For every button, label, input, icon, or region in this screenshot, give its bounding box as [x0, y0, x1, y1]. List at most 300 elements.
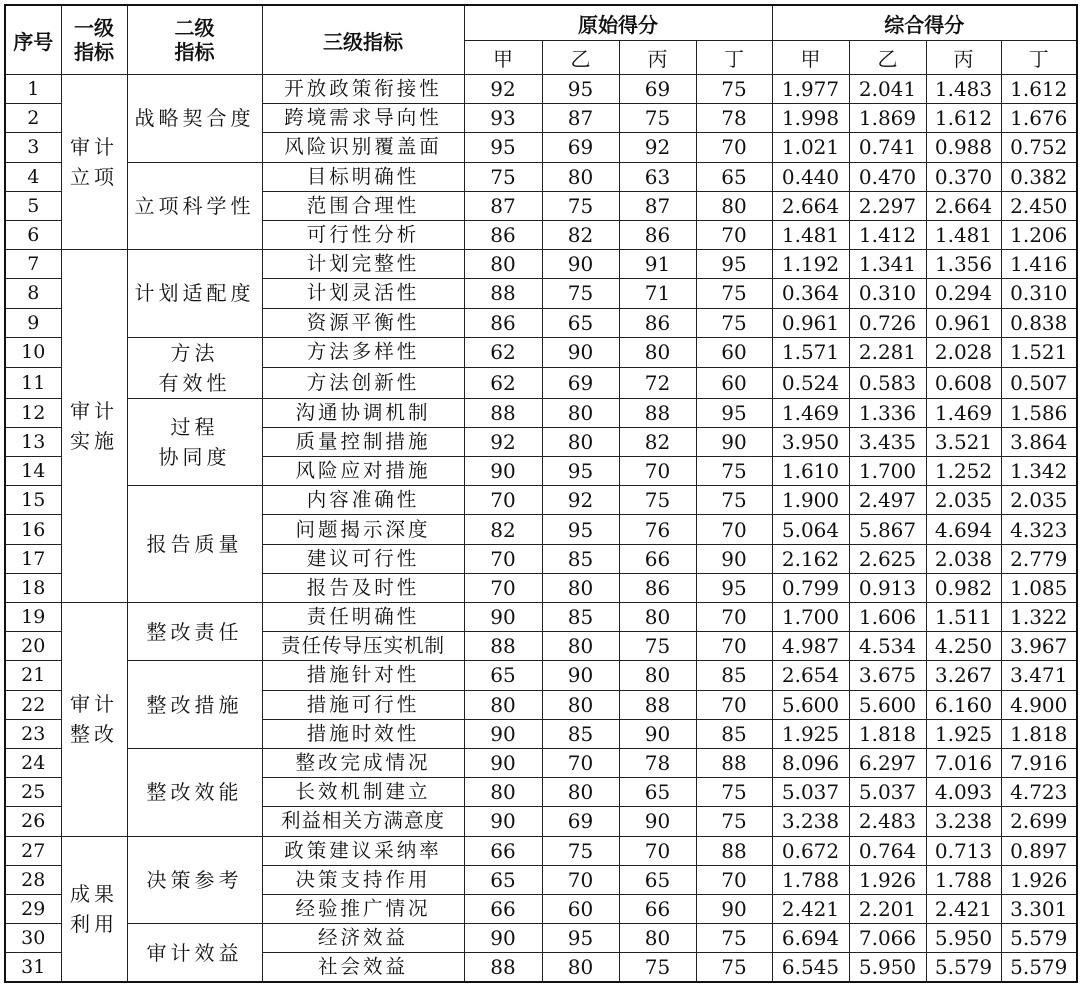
- composite-score-2: 2.297: [849, 191, 926, 220]
- composite-score-1: 1.977: [772, 75, 849, 104]
- composite-score-2: 5.950: [849, 953, 926, 983]
- composite-score-3: 1.612: [926, 104, 1001, 133]
- row-seq: 25: [5, 778, 61, 807]
- level3-indicator: 方法创新性: [262, 368, 464, 399]
- level2-indicator-label: 协同度: [158, 444, 231, 469]
- raw-score-2: 69: [542, 368, 619, 399]
- composite-score-3: 0.370: [926, 162, 1001, 191]
- composite-score-1: 0.961: [772, 308, 849, 337]
- level1-indicator-cell: [61, 75, 127, 250]
- raw-score-4: 70: [696, 632, 772, 661]
- composite-score-2: 0.726: [849, 308, 926, 337]
- level3-indicator: 范围合理性: [262, 191, 464, 220]
- composite-score-3: 1.511: [926, 603, 1001, 632]
- row-seq: 13: [5, 427, 61, 456]
- level3-indicator: 风险应对措施: [262, 457, 464, 486]
- raw-score-1: 62: [464, 368, 542, 399]
- raw-score-4: 90: [696, 894, 772, 923]
- header-composite-subject-3: 丙: [926, 41, 1001, 75]
- level2-indicator-label: 立项科学性: [134, 193, 255, 218]
- composite-score-4: 4.723: [1001, 778, 1077, 807]
- raw-score-2: 80: [542, 632, 619, 661]
- row-seq: 9: [5, 308, 61, 337]
- level2-indicator-label: 整改责任: [146, 619, 243, 644]
- composite-score-2: 1.336: [849, 398, 926, 427]
- composite-score-4: 1.676: [1001, 104, 1077, 133]
- raw-score-2: 82: [542, 220, 619, 249]
- raw-score-4: 85: [696, 719, 772, 748]
- composite-score-3: 6.160: [926, 690, 1001, 719]
- raw-score-1: 62: [464, 337, 542, 368]
- composite-score-4: 0.310: [1001, 279, 1077, 308]
- composite-score-2: 4.534: [849, 632, 926, 661]
- composite-score-3: 2.038: [926, 544, 1001, 573]
- row-seq: 14: [5, 457, 61, 486]
- raw-score-2: 80: [542, 573, 619, 602]
- row-seq: 5: [5, 191, 61, 220]
- raw-score-2: 80: [542, 690, 619, 719]
- level3-indicator: 计划完整性: [262, 250, 464, 279]
- raw-score-1: 88: [464, 398, 542, 427]
- raw-score-3: 70: [619, 836, 696, 865]
- composite-score-2: 2.625: [849, 544, 926, 573]
- level1-indicator-label: 审计: [70, 399, 118, 424]
- row-seq: 29: [5, 894, 61, 923]
- composite-score-1: 6.694: [772, 924, 849, 953]
- composite-score-3: 0.713: [926, 836, 1001, 865]
- raw-score-2: 85: [542, 544, 619, 573]
- level1-indicator-cell: [61, 603, 127, 837]
- composite-score-2: 2.201: [849, 894, 926, 923]
- level2-indicator-cell: [127, 603, 262, 661]
- composite-score-1: 0.364: [772, 279, 849, 308]
- raw-score-4: 95: [696, 398, 772, 427]
- composite-score-3: 0.988: [926, 133, 1001, 162]
- raw-score-4: 65: [696, 162, 772, 191]
- composite-score-2: 0.310: [849, 279, 926, 308]
- composite-score-2: 1.869: [849, 104, 926, 133]
- header-raw-subject-4: 丁: [696, 41, 772, 75]
- raw-score-1: 92: [464, 75, 542, 104]
- composite-score-4: 0.507: [1001, 368, 1077, 399]
- composite-score-1: 1.998: [772, 104, 849, 133]
- composite-score-3: 2.035: [926, 486, 1001, 515]
- raw-score-4: 75: [696, 279, 772, 308]
- composite-score-4: 2.035: [1001, 486, 1077, 515]
- raw-score-4: 60: [696, 337, 772, 368]
- raw-score-3: 91: [619, 250, 696, 279]
- composite-score-2: 1.341: [849, 250, 926, 279]
- composite-score-1: 1.925: [772, 719, 849, 748]
- raw-score-4: 75: [696, 75, 772, 104]
- level3-indicator: 报告及时性: [262, 573, 464, 602]
- composite-score-1: 2.421: [772, 894, 849, 923]
- level3-indicator: 责任传导压实机制: [262, 632, 464, 661]
- composite-score-2: 0.913: [849, 573, 926, 602]
- composite-score-4: 3.864: [1001, 427, 1077, 456]
- table-row: [5, 924, 1077, 953]
- indicator-score-table: [4, 4, 1078, 983]
- raw-score-3: 80: [619, 337, 696, 368]
- composite-score-1: 0.672: [772, 836, 849, 865]
- level2-indicator-label: 战略契合度: [134, 106, 255, 131]
- row-seq: 23: [5, 719, 61, 748]
- raw-score-2: 87: [542, 104, 619, 133]
- raw-score-3: 86: [619, 220, 696, 249]
- composite-score-3: 4.694: [926, 515, 1001, 544]
- row-seq: 18: [5, 573, 61, 602]
- raw-score-2: 90: [542, 250, 619, 279]
- level3-indicator: 措施时效性: [262, 719, 464, 748]
- level3-indicator: 经验推广情况: [262, 894, 464, 923]
- header-level2: [127, 5, 262, 75]
- composite-score-2: 2.281: [849, 337, 926, 368]
- header-level3: 三级指标: [262, 5, 464, 75]
- row-seq: 1: [5, 75, 61, 104]
- composite-score-4: 1.612: [1001, 75, 1077, 104]
- level3-indicator: 利益相关方满意度: [262, 807, 464, 836]
- raw-score-2: 80: [542, 778, 619, 807]
- composite-score-1: 8.096: [772, 748, 849, 777]
- level2-indicator-cell: [127, 337, 262, 398]
- raw-score-4: 75: [696, 953, 772, 983]
- raw-score-1: 80: [464, 690, 542, 719]
- composite-score-2: 0.741: [849, 133, 926, 162]
- row-seq: 26: [5, 807, 61, 836]
- raw-score-3: 80: [619, 661, 696, 690]
- raw-score-1: 88: [464, 279, 542, 308]
- raw-score-3: 87: [619, 191, 696, 220]
- level3-indicator: 资源平衡性: [262, 308, 464, 337]
- raw-score-4: 80: [696, 191, 772, 220]
- raw-score-4: 95: [696, 250, 772, 279]
- composite-score-3: 7.016: [926, 748, 1001, 777]
- composite-score-3: 5.950: [926, 924, 1001, 953]
- row-seq: 4: [5, 162, 61, 191]
- raw-score-2: 80: [542, 953, 619, 983]
- raw-score-3: 71: [619, 279, 696, 308]
- raw-score-4: 70: [696, 220, 772, 249]
- raw-score-2: 70: [542, 748, 619, 777]
- raw-score-1: 90: [464, 924, 542, 953]
- level1-indicator-cell: [61, 836, 127, 982]
- raw-score-1: 70: [464, 544, 542, 573]
- row-seq: 20: [5, 632, 61, 661]
- raw-score-3: 80: [619, 924, 696, 953]
- composite-score-3: 3.521: [926, 427, 1001, 456]
- composite-score-1: 1.021: [772, 133, 849, 162]
- row-seq: 2: [5, 104, 61, 133]
- raw-score-3: 82: [619, 427, 696, 456]
- level3-indicator: 风险识别覆盖面: [262, 133, 464, 162]
- composite-score-1: 5.600: [772, 690, 849, 719]
- composite-score-3: 1.252: [926, 457, 1001, 486]
- row-seq: 30: [5, 924, 61, 953]
- composite-score-4: 3.301: [1001, 894, 1077, 923]
- level2-indicator-cell: [127, 398, 262, 486]
- raw-score-1: 90: [464, 807, 542, 836]
- composite-score-1: 5.064: [772, 515, 849, 544]
- raw-score-4: 78: [696, 104, 772, 133]
- raw-score-2: 85: [542, 603, 619, 632]
- row-seq: 12: [5, 398, 61, 427]
- raw-score-4: 70: [696, 865, 772, 894]
- level3-indicator: 问题揭示深度: [262, 515, 464, 544]
- raw-score-1: 66: [464, 836, 542, 865]
- table-row: [5, 603, 1077, 632]
- raw-score-4: 60: [696, 368, 772, 399]
- table-body: [5, 75, 1077, 983]
- composite-score-4: 1.206: [1001, 220, 1077, 249]
- row-seq: 15: [5, 486, 61, 515]
- composite-score-2: 0.470: [849, 162, 926, 191]
- raw-score-2: 75: [542, 279, 619, 308]
- row-seq: 19: [5, 603, 61, 632]
- composite-score-2: 1.818: [849, 719, 926, 748]
- level2-indicator-cell: [127, 836, 262, 924]
- header-raw-subject-2: 乙: [542, 41, 619, 75]
- raw-score-2: 92: [542, 486, 619, 515]
- composite-score-4: 0.382: [1001, 162, 1077, 191]
- level1-indicator-label: 利用: [70, 911, 118, 936]
- composite-score-2: 1.412: [849, 220, 926, 249]
- composite-score-4: 2.779: [1001, 544, 1077, 573]
- level3-indicator: 内容准确性: [262, 486, 464, 515]
- raw-score-3: 80: [619, 603, 696, 632]
- composite-score-1: 4.987: [772, 632, 849, 661]
- raw-score-2: 75: [542, 836, 619, 865]
- composite-score-3: 1.483: [926, 75, 1001, 104]
- composite-score-3: 0.294: [926, 279, 1001, 308]
- level2-indicator-label: 审计效益: [146, 940, 243, 965]
- composite-score-4: 1.085: [1001, 573, 1077, 602]
- raw-score-2: 85: [542, 719, 619, 748]
- composite-score-2: 2.497: [849, 486, 926, 515]
- raw-score-3: 75: [619, 632, 696, 661]
- raw-score-4: 88: [696, 836, 772, 865]
- raw-score-1: 87: [464, 191, 542, 220]
- raw-score-4: 70: [696, 515, 772, 544]
- level2-indicator-label: 报告质量: [146, 532, 243, 557]
- composite-score-4: 1.342: [1001, 457, 1077, 486]
- composite-score-3: 4.250: [926, 632, 1001, 661]
- composite-score-4: 2.699: [1001, 807, 1077, 836]
- raw-score-3: 90: [619, 719, 696, 748]
- raw-score-1: 65: [464, 865, 542, 894]
- raw-score-2: 95: [542, 924, 619, 953]
- header-raw-subject-3: 丙: [619, 41, 696, 75]
- raw-score-2: 80: [542, 162, 619, 191]
- raw-score-3: 65: [619, 778, 696, 807]
- raw-score-2: 80: [542, 398, 619, 427]
- composite-score-2: 3.435: [849, 427, 926, 456]
- header-composite-score: 综合得分: [772, 5, 1077, 41]
- raw-score-2: 69: [542, 133, 619, 162]
- composite-score-1: 5.037: [772, 778, 849, 807]
- composite-score-1: 3.238: [772, 807, 849, 836]
- level2-indicator-cell: [127, 486, 262, 603]
- raw-score-3: 88: [619, 398, 696, 427]
- level1-indicator-label: 审计: [70, 135, 118, 160]
- row-seq: 3: [5, 133, 61, 162]
- raw-score-3: 78: [619, 748, 696, 777]
- composite-score-1: 2.162: [772, 544, 849, 573]
- raw-score-1: 75: [464, 162, 542, 191]
- raw-score-3: 86: [619, 573, 696, 602]
- composite-score-2: 1.926: [849, 865, 926, 894]
- raw-score-2: 69: [542, 807, 619, 836]
- composite-score-3: 1.469: [926, 398, 1001, 427]
- composite-score-1: 1.469: [772, 398, 849, 427]
- composite-score-2: 1.606: [849, 603, 926, 632]
- raw-score-3: 70: [619, 457, 696, 486]
- raw-score-2: 65: [542, 308, 619, 337]
- row-seq: 11: [5, 368, 61, 399]
- composite-score-4: 0.897: [1001, 836, 1077, 865]
- level2-indicator-cell: [127, 75, 262, 163]
- row-seq: 22: [5, 690, 61, 719]
- raw-score-3: 69: [619, 75, 696, 104]
- composite-score-2: 7.066: [849, 924, 926, 953]
- raw-score-1: 70: [464, 573, 542, 602]
- level2-indicator-cell: [127, 661, 262, 749]
- composite-score-1: 0.524: [772, 368, 849, 399]
- row-seq: 21: [5, 661, 61, 690]
- level2-indicator-cell: [127, 748, 262, 836]
- raw-score-1: 88: [464, 632, 542, 661]
- raw-score-2: 75: [542, 191, 619, 220]
- composite-score-1: 1.788: [772, 865, 849, 894]
- header-composite-subject-1: 甲: [772, 41, 849, 75]
- composite-score-1: 1.481: [772, 220, 849, 249]
- composite-score-2: 3.675: [849, 661, 926, 690]
- header-level1-line2: 指标: [74, 40, 114, 64]
- raw-score-4: 70: [696, 603, 772, 632]
- composite-score-2: 6.297: [849, 748, 926, 777]
- composite-score-3: 5.579: [926, 953, 1001, 983]
- level2-indicator-label: 决策参考: [146, 867, 243, 892]
- row-seq: 16: [5, 515, 61, 544]
- table-row: [5, 486, 1077, 515]
- level1-indicator-label: 成果: [70, 881, 118, 906]
- level2-indicator-cell: [127, 924, 262, 983]
- composite-score-2: 1.700: [849, 457, 926, 486]
- composite-score-1: 2.654: [772, 661, 849, 690]
- composite-score-1: 0.799: [772, 573, 849, 602]
- raw-score-2: 60: [542, 894, 619, 923]
- composite-score-4: 1.416: [1001, 250, 1077, 279]
- raw-score-3: 90: [619, 807, 696, 836]
- composite-score-2: 0.583: [849, 368, 926, 399]
- composite-score-4: 1.322: [1001, 603, 1077, 632]
- composite-score-4: 1.818: [1001, 719, 1077, 748]
- header-seq: 序号: [5, 5, 61, 75]
- raw-score-4: 85: [696, 661, 772, 690]
- raw-score-1: 82: [464, 515, 542, 544]
- raw-score-2: 90: [542, 337, 619, 368]
- raw-score-1: 90: [464, 748, 542, 777]
- row-seq: 8: [5, 279, 61, 308]
- raw-score-4: 90: [696, 544, 772, 573]
- raw-score-4: 70: [696, 133, 772, 162]
- level1-indicator-cell: [61, 250, 127, 603]
- header-level1: [61, 5, 127, 75]
- level3-indicator: 措施可行性: [262, 690, 464, 719]
- level3-indicator: 措施针对性: [262, 661, 464, 690]
- composite-score-3: 3.238: [926, 807, 1001, 836]
- level3-indicator: 决策支持作用: [262, 865, 464, 894]
- composite-score-2: 0.764: [849, 836, 926, 865]
- level2-indicator-label: 方法: [170, 340, 219, 365]
- composite-score-4: 1.586: [1001, 398, 1077, 427]
- level2-indicator-cell: [127, 162, 262, 250]
- level2-indicator-cell: [127, 250, 262, 338]
- composite-score-3: 0.608: [926, 368, 1001, 399]
- raw-score-1: 65: [464, 661, 542, 690]
- composite-score-3: 1.481: [926, 220, 1001, 249]
- raw-score-4: 88: [696, 748, 772, 777]
- level3-indicator: 方法多样性: [262, 337, 464, 368]
- raw-score-1: 88: [464, 953, 542, 983]
- composite-score-3: 2.028: [926, 337, 1001, 368]
- level3-indicator: 目标明确性: [262, 162, 464, 191]
- raw-score-1: 92: [464, 427, 542, 456]
- raw-score-4: 75: [696, 486, 772, 515]
- level3-indicator: 政策建议采纳率: [262, 836, 464, 865]
- raw-score-3: 63: [619, 162, 696, 191]
- table-row: [5, 661, 1077, 690]
- header-level2-line1: 二级: [174, 16, 215, 40]
- composite-score-2: 5.867: [849, 515, 926, 544]
- raw-score-1: 86: [464, 220, 542, 249]
- level3-indicator: 沟通协调机制: [262, 398, 464, 427]
- composite-score-2: 2.483: [849, 807, 926, 836]
- raw-score-1: 93: [464, 104, 542, 133]
- row-seq: 17: [5, 544, 61, 573]
- raw-score-1: 66: [464, 894, 542, 923]
- composite-score-1: 2.664: [772, 191, 849, 220]
- raw-score-4: 75: [696, 457, 772, 486]
- raw-score-1: 86: [464, 308, 542, 337]
- row-seq: 10: [5, 337, 61, 368]
- raw-score-3: 75: [619, 486, 696, 515]
- composite-score-3: 2.421: [926, 894, 1001, 923]
- composite-score-3: 1.356: [926, 250, 1001, 279]
- raw-score-3: 72: [619, 368, 696, 399]
- table-row: [5, 748, 1077, 777]
- level2-indicator-label: 整改措施: [146, 692, 243, 717]
- raw-score-3: 86: [619, 308, 696, 337]
- composite-score-2: 5.600: [849, 690, 926, 719]
- row-seq: 6: [5, 220, 61, 249]
- level1-indicator-label: 立项: [70, 165, 118, 190]
- level3-indicator: 跨境需求导向性: [262, 104, 464, 133]
- raw-score-1: 90: [464, 457, 542, 486]
- raw-score-1: 80: [464, 778, 542, 807]
- raw-score-3: 75: [619, 104, 696, 133]
- header-raw-score: 原始得分: [464, 5, 772, 41]
- raw-score-1: 95: [464, 133, 542, 162]
- composite-score-1: 1.900: [772, 486, 849, 515]
- raw-score-4: 90: [696, 427, 772, 456]
- level2-indicator-label: 有效性: [158, 370, 231, 395]
- composite-score-1: 3.950: [772, 427, 849, 456]
- raw-score-2: 80: [542, 427, 619, 456]
- level2-indicator-label: 计划适配度: [134, 281, 255, 306]
- level3-indicator: 质量控制措施: [262, 427, 464, 456]
- table-row: [5, 162, 1077, 191]
- raw-score-4: 75: [696, 778, 772, 807]
